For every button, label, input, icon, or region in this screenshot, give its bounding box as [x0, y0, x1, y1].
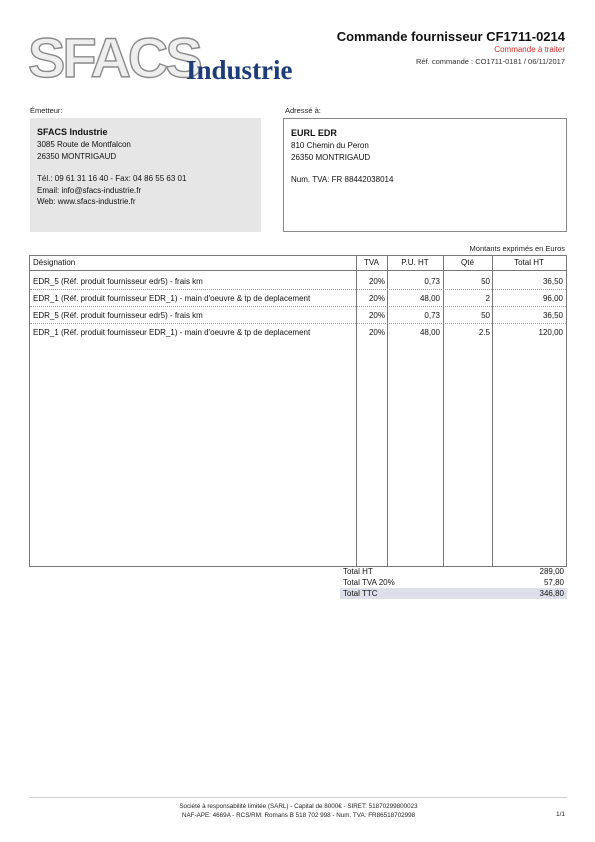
logo-sfacs-text: SFACS — [28, 26, 200, 89]
recipient-name: EURL EDR — [291, 128, 337, 138]
row-3-pu-ht: 0,73 — [424, 311, 440, 320]
header-qty: Qté — [461, 258, 474, 267]
sender-email: Email: info@sfacs-industrie.fr — [37, 185, 142, 195]
row-2-total-ht: 96,00 — [542, 294, 563, 303]
order-reference: Réf. commande : CO1711-0181 / 06/11/2017 — [416, 57, 565, 66]
header-pu-ht: P.U. HT — [401, 258, 429, 267]
row-2-tva: 20% — [368, 294, 385, 303]
row-4-designation: EDR_1 (Réf. produit fournisseur EDR_1) - main d'oeuvre & tp de deplacement — [33, 328, 311, 337]
row-1-designation: EDR_5 (Réf. produit fournisseur edr5) - frais km — [33, 277, 203, 286]
total-ht-label: Total HT — [343, 567, 373, 576]
total-ht-value: 289,00 — [539, 567, 564, 576]
total-tva-row — [340, 577, 567, 588]
header-designation: Désignation — [33, 258, 76, 267]
row-3-tva: 20% — [368, 311, 385, 320]
order-status: Commande à traiter — [494, 45, 565, 54]
sender-address-line1: 3085 Route de Montfalcon — [37, 140, 131, 149]
total-ttc-value: 346,80 — [539, 589, 564, 598]
recipient-address-line2: 26350 MONTRIGAUD — [291, 152, 371, 162]
header-total-ht: Total HT — [514, 258, 544, 267]
company-logo — [28, 28, 318, 90]
recipient-address-line1: 810 Chemin du Peron — [291, 141, 369, 150]
header-tva: TVA — [364, 258, 379, 267]
footer-line2: NAF-APE: 4669A - RCS/RM: Romans B 518 702 998 - Num. TVA: FR86518702998 — [181, 812, 416, 819]
footer-line1: Société à responsabilité limitée (SARL) - Capital de 8000€ - SIRET: 51870299800023 — [179, 803, 418, 810]
total-ttc-label: Total TTC — [343, 589, 378, 598]
row-4-pu-ht: 48,00 — [419, 328, 440, 337]
row-3-designation: EDR_5 (Réf. produit fournisseur edr5) - frais km — [33, 311, 203, 320]
row-4-tva: 20% — [368, 328, 385, 337]
row-3-total-ht: 36,50 — [542, 311, 563, 320]
footer-divider — [30, 797, 567, 798]
legal-footer — [30, 802, 567, 820]
sender-web: Web: www.sfacs-industrie.fr — [37, 197, 136, 206]
sender-address-line2: 26350 MONTRIGAUD — [37, 151, 117, 161]
sender-name: SFACS Industrie — [37, 127, 108, 137]
total-ht-row — [340, 566, 567, 577]
row-2-pu-ht: 48,00 — [419, 294, 440, 303]
document-title: Commande fournisseur CF1711-0214 — [336, 29, 565, 44]
currency-note: Montants exprimés en Euros — [469, 244, 565, 253]
row-1-total-ht: 36,50 — [542, 277, 563, 286]
page-number: 1/1 — [555, 811, 565, 818]
logo-industrie-text: Industrie — [186, 55, 293, 85]
sender-phone-fax: Tél.: 09 61 31 16 40 - Fax: 04 86 55 63 01 — [37, 174, 187, 183]
total-tva-value: 57,80 — [543, 578, 564, 587]
sender-box — [30, 118, 261, 232]
total-ttc-row — [340, 588, 567, 599]
total-tva-label: Total TVA 20% — [343, 578, 395, 587]
recipient-label: Adressé à: — [285, 106, 321, 115]
sender-label: Émetteur: — [30, 106, 63, 115]
items-table — [29, 255, 567, 567]
recipient-box — [283, 118, 567, 232]
row-3-qty: 50 — [481, 311, 490, 320]
row-4-total-ht: 120,00 — [538, 328, 563, 337]
row-2-qty: 2 — [485, 294, 490, 303]
row-4-qty: 2.5 — [478, 328, 490, 337]
recipient-vat: Num. TVA: FR 88442038014 — [291, 175, 394, 184]
row-2-designation: EDR_1 (Réf. produit fournisseur EDR_1) - main d'oeuvre & tp de deplacement — [33, 294, 311, 303]
row-1-pu-ht: 0,73 — [424, 277, 440, 286]
row-1-tva: 20% — [368, 277, 385, 286]
totals-block — [340, 566, 567, 599]
row-1-qty: 50 — [481, 277, 490, 286]
